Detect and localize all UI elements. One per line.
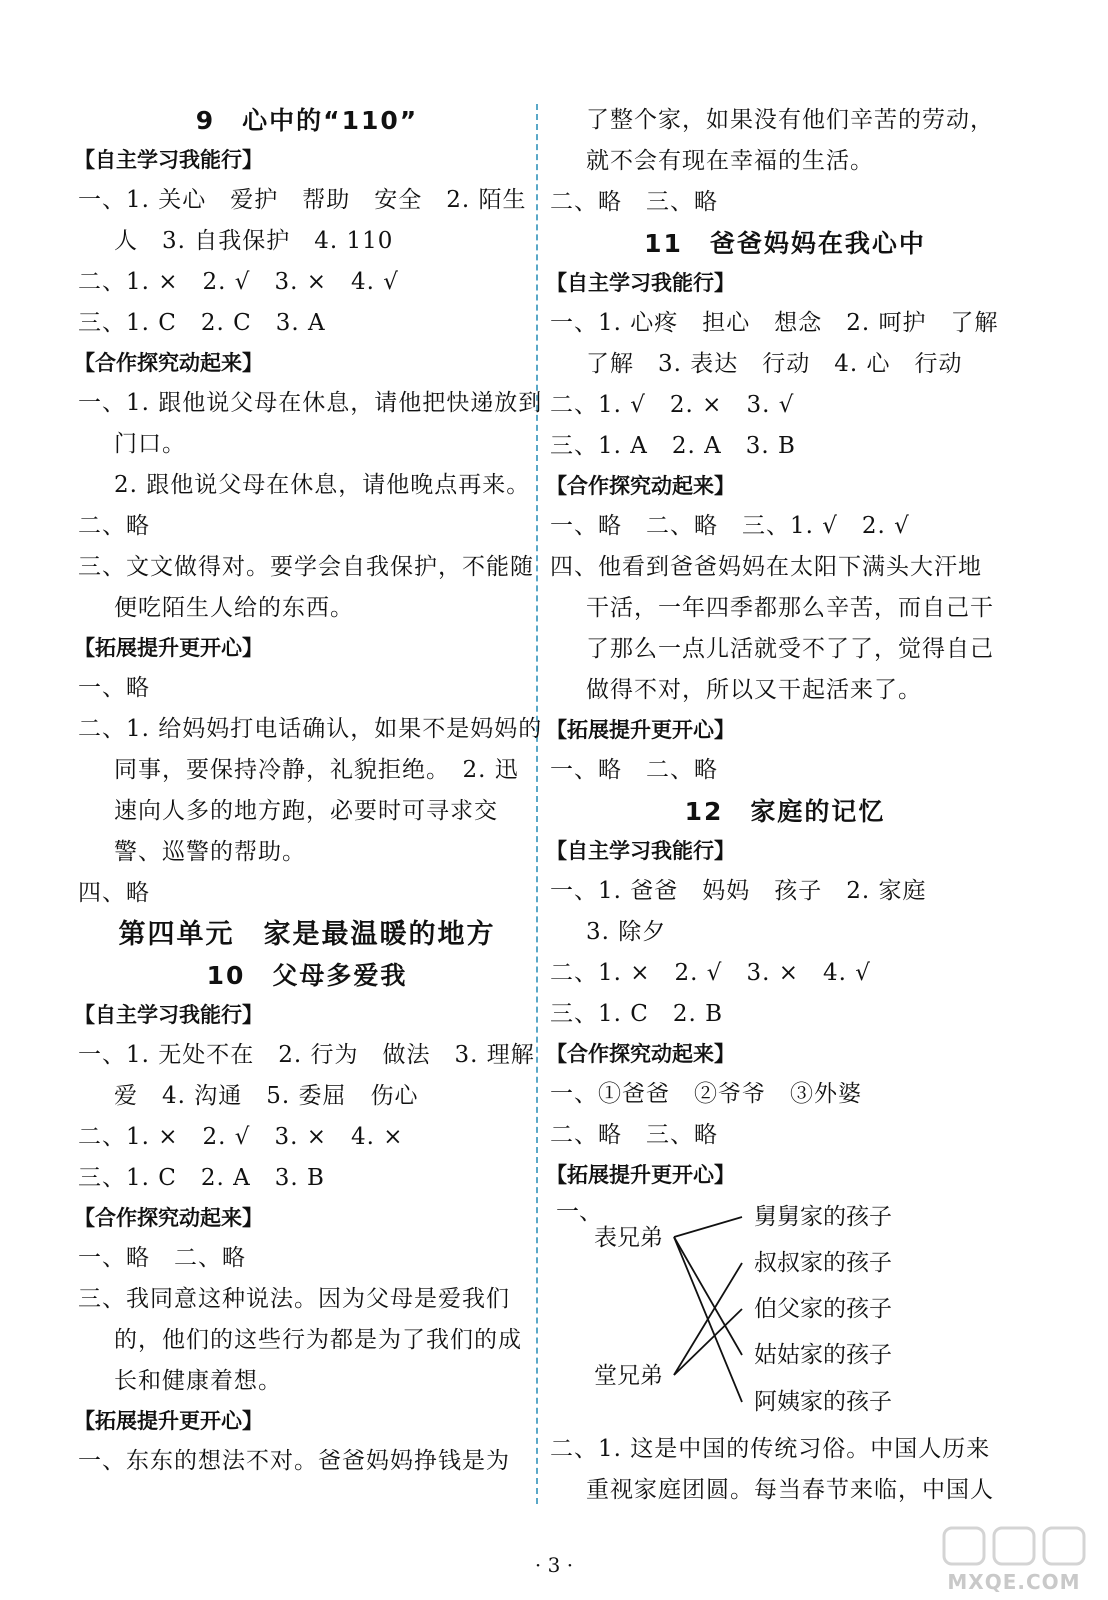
section-heading: 【自主学习我能行】 xyxy=(546,839,735,863)
answer-line: 一、略 二、略 xyxy=(78,1245,246,1271)
match-right-item: 叔叔家的孩子 xyxy=(754,1250,892,1276)
answer-line: 重视家庭团圆。每当春节来临，中国人 xyxy=(586,1477,994,1503)
answer-line: 二、1. × 2. √ 3. × 4. √ xyxy=(550,960,871,986)
watermark-logo xyxy=(934,1522,1094,1598)
unit-4-title: 第四单元 家是最温暖的地方 xyxy=(118,919,496,950)
answer-line: 一、①爸爸 ②爷爷 ③外婆 xyxy=(550,1081,862,1107)
answer-line: 3. 除夕 xyxy=(586,919,667,945)
match-right-item: 姑姑家的孩子 xyxy=(754,1342,892,1368)
left-column xyxy=(74,100,543,1482)
answer-line: 三、我同意这种说法。因为父母是爱我们 xyxy=(78,1286,510,1312)
column-divider xyxy=(536,104,538,1504)
answer-line: 一、1. 心疼 担心 想念 2. 呵护 了解 xyxy=(550,310,999,336)
answer-line: 警、巡警的帮助。 xyxy=(114,839,306,865)
answer-line: 二、略 三、略 xyxy=(550,1122,718,1148)
match-left-item: 堂兄弟 xyxy=(594,1363,663,1389)
answer-line: 就不会有现在幸福的生活。 xyxy=(586,148,874,174)
answer-line: 一、1. 跟他说父母在休息，请他把快递放到 xyxy=(78,390,543,416)
match-line xyxy=(674,1217,742,1237)
answer-line: 三、文文做得对。要学会自我保护，不能随 xyxy=(78,554,534,580)
watermark-badge-icon xyxy=(934,1522,1094,1572)
lesson-10-title: 10 父母多爱我 xyxy=(206,961,408,990)
answer-line: 一、1. 无处不在 2. 行为 做法 3. 理解 xyxy=(78,1042,535,1068)
answer-line: 三、1. C 2. A 3. B xyxy=(78,1165,325,1191)
answer-line: 人 3. 自我保护 4. 110 xyxy=(114,228,394,254)
answer-line: 二、略 xyxy=(78,513,150,539)
section-heading: 【自主学习我能行】 xyxy=(546,271,735,295)
lesson-11-title: 11 爸爸妈妈在我心中 xyxy=(644,229,926,258)
answer-line: 了整个家，如果没有他们辛苦的劳动， xyxy=(586,107,994,133)
answer-line: 速向人多的地方跑，必要时可寻求交 xyxy=(114,798,498,824)
section-heading: 【合作探究动起来】 xyxy=(546,1042,735,1066)
match-right-item: 舅舅家的孩子 xyxy=(754,1204,892,1230)
match-line xyxy=(674,1237,742,1355)
answer-line: 四、他看到爸爸妈妈在太阳下满头大汗地 xyxy=(550,554,982,580)
section-heading: 【拓展提升更开心】 xyxy=(74,636,263,660)
answer-line: 一、略 二、略 三、1. √ 2. √ xyxy=(550,513,910,539)
lesson-9-title: 9 心中的“110” xyxy=(195,106,419,135)
answer-line: 便吃陌生人给的东西。 xyxy=(114,595,354,621)
section-heading: 【合作探究动起来】 xyxy=(546,474,735,498)
answer-line: 了那么一点儿活就受不了了，觉得自己 xyxy=(586,636,994,662)
answer-line: 二、1. 这是中国的传统习俗。中国人历来 xyxy=(550,1436,991,1462)
answer-line: 一、略 xyxy=(78,675,150,701)
lesson-12-title: 12 家庭的记忆 xyxy=(684,797,886,826)
section-heading: 【自主学习我能行】 xyxy=(74,1003,263,1027)
right-column xyxy=(546,100,1020,1511)
answer-line: 四、略 xyxy=(78,880,150,906)
answer-line: 2. 跟他说父母在休息，请他晚点再来。 xyxy=(114,472,531,498)
answer-line: 三、1. C 2. B xyxy=(550,1001,724,1027)
answer-line: 三、1. C 2. C 3. A xyxy=(78,310,326,336)
answer-line: 二、略 三、略 xyxy=(550,189,718,215)
answer-line: 了解 3. 表达 行动 4. 心 行动 xyxy=(586,351,963,377)
section-heading: 【拓展提升更开心】 xyxy=(546,718,735,742)
page-number: · 3 · xyxy=(534,1553,574,1577)
answer-line: 三、1. A 2. A 3. B xyxy=(550,433,796,459)
answer-line: 一、1. 爸爸 妈妈 孩子 2. 家庭 xyxy=(550,878,927,904)
match-left-item: 表兄弟 xyxy=(594,1225,663,1251)
answer-line: 长和健康着想。 xyxy=(114,1368,282,1394)
matching-diagram xyxy=(550,1197,1020,1429)
answer-line: 二、1. × 2. √ 3. × 4. √ xyxy=(78,269,399,295)
section-heading: 【拓展提升更开心】 xyxy=(74,1409,263,1433)
answer-line: 二、1. × 2. √ 3. × 4. × xyxy=(78,1124,404,1150)
match-right-item: 伯父家的孩子 xyxy=(754,1296,892,1322)
section-heading: 【拓展提升更开心】 xyxy=(546,1163,735,1187)
answer-line: 一、略 二、略 xyxy=(550,757,718,783)
section-heading: 【合作探究动起来】 xyxy=(74,351,263,375)
match-prefix: 一、 xyxy=(556,1199,602,1225)
match-right-item: 阿姨家的孩子 xyxy=(754,1389,892,1415)
section-heading: 【自主学习我能行】 xyxy=(74,148,263,172)
answer-line: 门口。 xyxy=(114,431,186,457)
answer-line: 干活，一年四季都那么辛苦，而自己干 xyxy=(586,595,994,621)
watermark-text: MXQE.COM xyxy=(947,1570,1081,1594)
answer-line: 的，他们的这些行为都是为了我们的成 xyxy=(114,1327,522,1353)
answer-line: 做得不对，所以又干起活来了。 xyxy=(586,677,922,703)
section-heading: 【合作探究动起来】 xyxy=(74,1206,263,1230)
answer-line: 一、东东的想法不对。爸爸妈妈挣钱是为 xyxy=(78,1448,510,1474)
answer-line: 爱 4. 沟通 5. 委屈 伤心 xyxy=(114,1083,419,1109)
answer-line: 二、1. 给妈妈打电话确认，如果不是妈妈的 xyxy=(78,716,543,742)
answer-line: 二、1. √ 2. × 3. √ xyxy=(550,392,795,418)
answer-line: 同事，要保持冷静，礼貌拒绝。 2. 迅 xyxy=(114,757,519,783)
answer-line: 一、1. 关心 爱护 帮助 安全 2. 陌生 xyxy=(78,187,527,213)
